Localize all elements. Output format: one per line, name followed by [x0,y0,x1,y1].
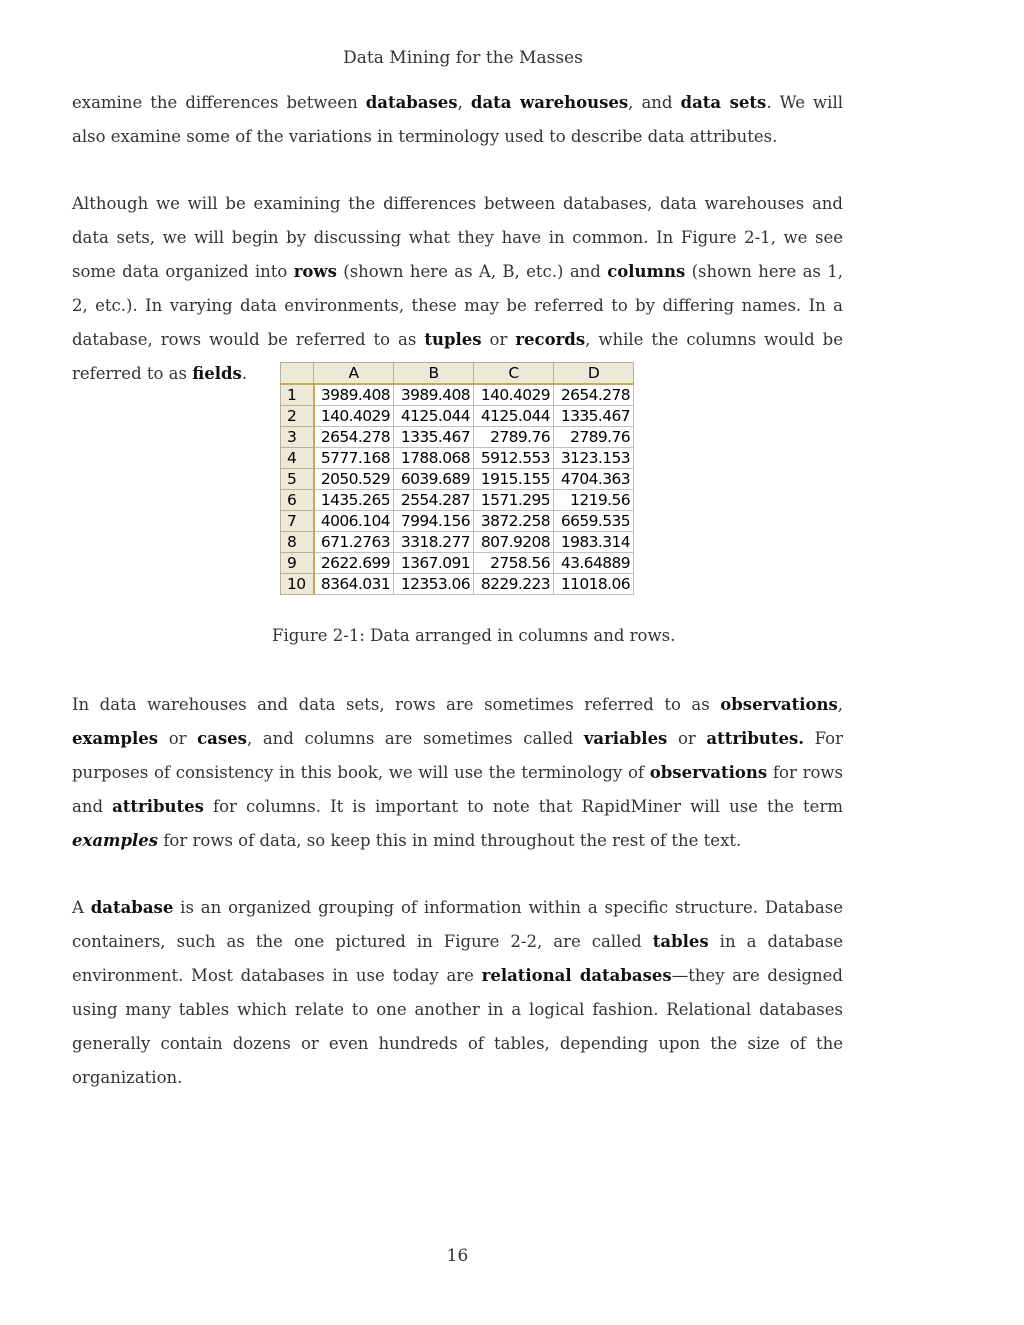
column-header-row [281,363,634,385]
table-row [281,511,634,532]
table-cell: 2758.56 [474,553,554,574]
table-row [281,553,634,574]
table-row [281,490,634,511]
row-header: 1 [281,384,314,406]
table-cell: 4125.044 [474,406,554,427]
paragraph-intro: examine the differences between databases, data warehouses, and data sets. We will also examine some of the variations in terminology used to describe data attributes. [72,93,843,146]
table-cell: 1367.091 [394,553,474,574]
table-cell: 1983.314 [554,532,634,553]
table-cell: 11018.06 [554,574,634,595]
figure-spreadsheet-table [280,362,634,595]
column-header: B [394,363,474,385]
table-cell: 1335.467 [554,406,634,427]
table-cell: 2654.278 [554,384,634,406]
table-cell: 4006.104 [314,511,394,532]
table-cell: 5777.168 [314,448,394,469]
paragraph-rows-columns: Although we will be examining the differences between databases, data warehouses and data sets, we will begin by discussing what they have in common. In Figure 2-1, we see some data organized into rows (shown here as A, B, etc.) and columns (shown here as 1, 2, etc.). In varying data environments, these may be referred to by differing names. In a database, rows would be referred to as tuples or records, while the columns would be referred to as fields. [72,194,843,383]
table-row [281,469,634,490]
table-cell: 2654.278 [314,427,394,448]
table-cell: 3989.408 [314,384,394,406]
table-cell: 3123.153 [554,448,634,469]
table-cell: 1915.155 [474,469,554,490]
table-cell: 43.64889 [554,553,634,574]
table-cell: 140.4029 [474,384,554,406]
table-cell: 8364.031 [314,574,394,595]
table-cell: 2622.699 [314,553,394,574]
paragraph-database: A database is an organized grouping of information within a specific structure. Database containers, such as the one pictured in Figure 2-2, are called tables in a database environment. Most databases in use today are relational databases—they are designed using many tables which relate to one another in a logical fashion. Relational databases generally contain dozens or even hundreds of tables, depending upon the size of the organization. [72,898,843,1087]
table-cell: 6659.535 [554,511,634,532]
row-header: 3 [281,427,314,448]
table-cell: 1219.56 [554,490,634,511]
table-row [281,406,634,427]
corner-cell [281,363,314,385]
table-row [281,532,634,553]
table-row [281,574,634,595]
table-row [281,448,634,469]
table-cell: 1335.467 [394,427,474,448]
table-cell: 12353.06 [394,574,474,595]
table-cell: 140.4029 [314,406,394,427]
table-cell: 1571.295 [474,490,554,511]
figure-caption: Figure 2-1: Data arranged in columns and rows. [272,626,676,645]
table-cell: 6039.689 [394,469,474,490]
table-cell: 1788.068 [394,448,474,469]
table-cell: 7994.156 [394,511,474,532]
row-header: 6 [281,490,314,511]
table-cell: 2050.529 [314,469,394,490]
table-cell: 4125.044 [394,406,474,427]
row-header: 2 [281,406,314,427]
paragraph-terminology: In data warehouses and data sets, rows are sometimes referred to as observations, examples or cases, and columns are sometimes called variables or attributes. For purposes of consistency in this book, we will use the terminology of observations for rows and attributes for columns. It is important to note that RapidMiner will use the term examples for rows of data, so keep this in mind throughout the rest of the text. [72,695,844,850]
table-cell: 3318.277 [394,532,474,553]
table-row [281,384,634,406]
row-header: 8 [281,532,314,553]
table-cell: 2789.76 [554,427,634,448]
table-cell: 3872.258 [474,511,554,532]
row-header: 4 [281,448,314,469]
row-header: 10 [281,574,314,595]
table-cell: 807.9208 [474,532,554,553]
table-cell: 1435.265 [314,490,394,511]
table-cell: 671.2763 [314,532,394,553]
row-header: 7 [281,511,314,532]
row-header: 9 [281,553,314,574]
table-cell: 5912.553 [474,448,554,469]
table-cell: 8229.223 [474,574,554,595]
table-cell: 2789.76 [474,427,554,448]
column-header: D [554,363,634,385]
row-header: 5 [281,469,314,490]
table-cell: 4704.363 [554,469,634,490]
table-row [281,427,634,448]
page-number: 16 [446,1246,469,1266]
column-header: A [314,363,394,385]
table-cell: 2554.287 [394,490,474,511]
running-header: Data Mining for the Masses [343,48,583,68]
table-cell: 3989.408 [394,384,474,406]
column-header: C [474,363,554,385]
